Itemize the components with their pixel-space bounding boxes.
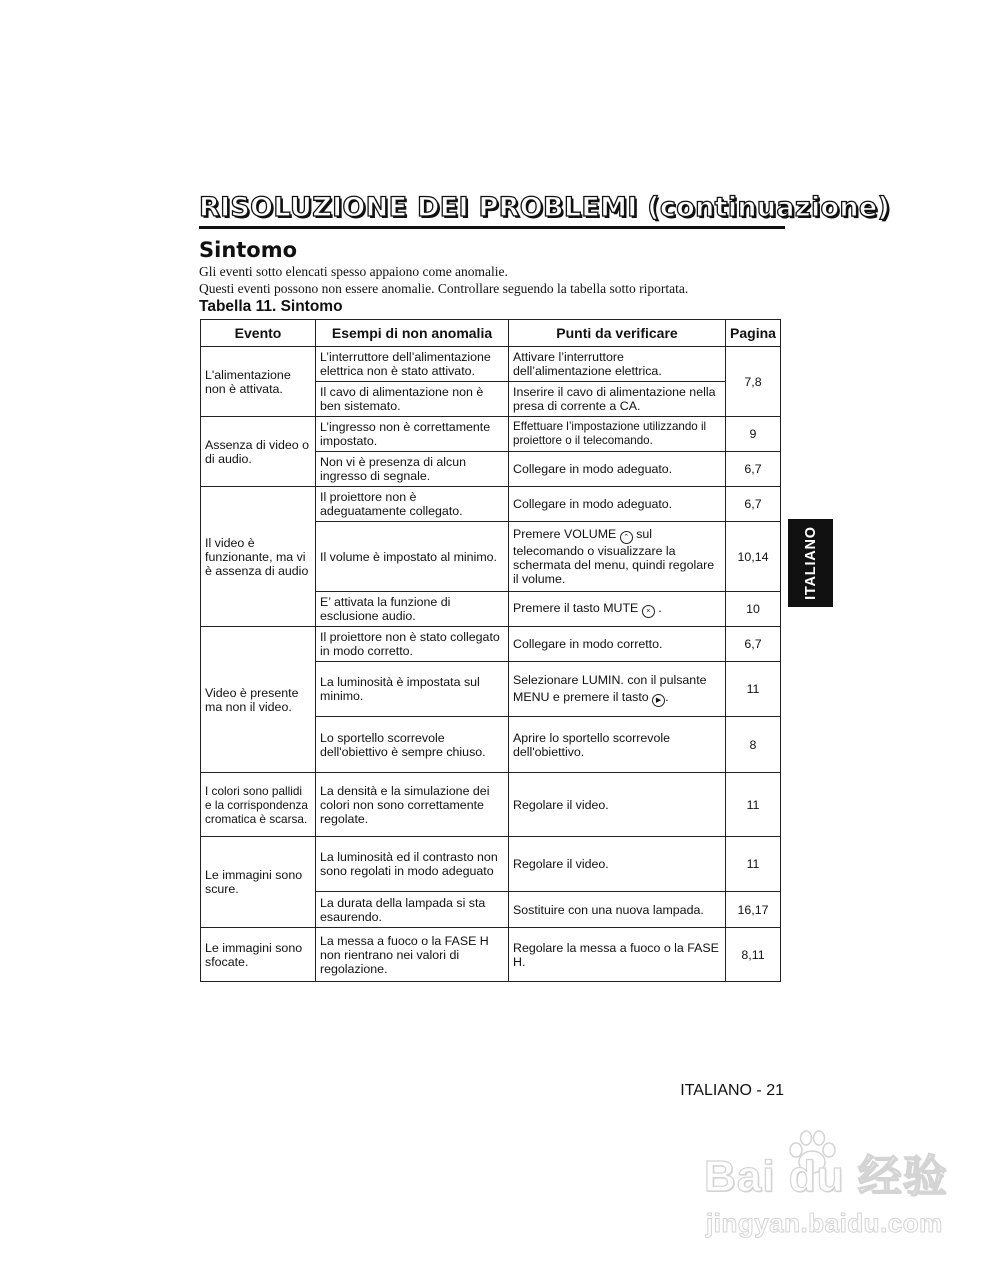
table-row xyxy=(201,627,781,662)
cell-punti: Regolare il video. xyxy=(509,773,726,837)
cell-esempio: La durata della lampada si sta esaurendo. xyxy=(316,892,509,928)
cell-punti: Regolare il video. xyxy=(509,837,726,892)
cell-evento: Le immagini sono scure. xyxy=(201,837,316,928)
intro-line-2: Questi eventi possono non essere anomalie. Controllare seguendo la tabella sotto riportata. xyxy=(199,281,689,296)
cell-pagina: 10 xyxy=(726,592,781,627)
page-number: ITALIANO - 21 xyxy=(680,1082,784,1099)
cell-pagina: 8,11 xyxy=(726,928,781,982)
cell-evento: Le immagini sono sfocate. xyxy=(201,928,316,982)
cell-pagina: 7,8 xyxy=(726,347,781,417)
cell-evento: L'alimentazione non è attivata. xyxy=(201,347,316,417)
cell-pagina: 10,14 xyxy=(726,522,781,592)
watermark-logo: Bai du 经验 xyxy=(704,1152,948,1201)
cell-esempio: La luminosità è impostata sul minimo. xyxy=(316,662,509,717)
header-esempi: Esempi di non anomalia xyxy=(316,320,509,347)
cell-punti: Attivare l’interruttore dell’alimentazione elettrica. xyxy=(509,347,726,382)
cell-pagina: 11 xyxy=(726,773,781,837)
cell-esempio: E’ attivata la funzione di esclusione audio. xyxy=(316,592,509,627)
volume-up-icon: ⌃ xyxy=(620,531,633,544)
table-row xyxy=(201,928,781,982)
cell-pagina: 6,7 xyxy=(726,487,781,522)
cell-esempio: La luminosità ed il contrasto non sono regolati in modo adeguato xyxy=(316,837,509,892)
cell-esempio: Non vi è presenza di alcun ingresso di segnale. xyxy=(316,452,509,487)
cell-pagina: 9 xyxy=(726,417,781,452)
table-row xyxy=(201,417,781,452)
cell-evento: Il video è funzionante, ma vi è assenza di audio xyxy=(201,487,316,627)
intro-line-1: Gli eventi sotto elencati spesso appaiono come anomalie. xyxy=(199,264,508,279)
cell-evento: Assenza di video o di audio. xyxy=(201,417,316,487)
table-caption: Tabella 11. Sintomo xyxy=(199,298,343,315)
header-evento: Evento xyxy=(201,320,316,347)
section-heading: Sintomo xyxy=(199,238,298,262)
punti-text-post: . xyxy=(658,600,662,615)
punti-text-post: sul telecomando o visualizzare la schermata del menu, quindi regolare il volume. xyxy=(513,527,715,586)
table-row xyxy=(201,837,781,892)
cell-pagina: 11 xyxy=(726,662,781,717)
cell-esempio: Lo sportello scorrevole dell'obiettivo è sempre chiuso. xyxy=(316,717,509,773)
cell-esempio: Il proiettore non è adeguatamente collegato. xyxy=(316,487,509,522)
cell-punti xyxy=(509,592,726,627)
cell-punti xyxy=(509,522,726,592)
cell-esempio: Il proiettore non è stato collegato in modo corretto. xyxy=(316,627,509,662)
title-rule xyxy=(199,226,785,229)
punti-text-pre: Premere VOLUME xyxy=(513,527,617,541)
language-side-tab xyxy=(788,519,833,607)
cell-evento: I colori sono pallidi e la corrispondenza cromatica è scarsa. xyxy=(201,773,316,837)
side-tab-label: ITALIANO xyxy=(802,526,819,600)
punti-text-post: . xyxy=(665,689,669,704)
table-row xyxy=(201,773,781,837)
cell-esempio: Il cavo di alimentazione non è ben sistemato. xyxy=(316,382,509,417)
watermark-url: jingyan.baidu.com xyxy=(706,1208,943,1238)
cell-punti: Effettuare l’impostazione utilizzando il proiettore o il telecomando. xyxy=(509,417,726,452)
cell-evento: Video è presente ma non il video. xyxy=(201,627,316,773)
cell-pagina: 6,7 xyxy=(726,452,781,487)
cell-punti: Regolare la messa a fuoco o la FASE H. xyxy=(509,928,726,982)
cell-esempio: L’ingresso non è correttamente impostato. xyxy=(316,417,509,452)
cell-esempio: La messa a fuoco o la FASE H non rientrano nei valori di regolazione. xyxy=(316,928,509,982)
cell-esempio: L’interruttore dell’alimentazione elettrica non è stato attivato. xyxy=(316,347,509,382)
table-row xyxy=(201,347,781,382)
cell-punti: Inserire il cavo di alimentazione nella presa di corrente a CA. xyxy=(509,382,726,417)
table-header-row xyxy=(201,320,781,347)
cell-pagina: 11 xyxy=(726,837,781,892)
cell-pagina: 6,7 xyxy=(726,627,781,662)
cell-pagina: 8 xyxy=(726,717,781,773)
cell-punti: Collegare in modo adeguato. xyxy=(509,452,726,487)
right-arrow-icon: ▶ xyxy=(652,694,665,707)
punti-text-pre: Premere il tasto MUTE xyxy=(513,600,639,615)
cell-punti: Collegare in modo corretto. xyxy=(509,627,726,662)
watermark xyxy=(694,1128,948,1248)
cell-punti: Collegare in modo adeguato. xyxy=(509,487,726,522)
cell-punti xyxy=(509,662,726,717)
mute-icon: × xyxy=(642,605,655,618)
punti-text-pre: Selezionare LUMIN. con il pulsante MENU e premere il tasto xyxy=(513,672,707,704)
intro-text xyxy=(199,263,799,297)
cell-esempio: Il volume è impostato al minimo. xyxy=(316,522,509,592)
page-title: RISOLUZIONE DEI PROBLEMI (continuazione) xyxy=(199,192,891,223)
table-row xyxy=(201,487,781,522)
symptom-table xyxy=(200,319,781,982)
cell-esempio: La densità e la simulazione dei colori non sono correttamente regolate. xyxy=(316,773,509,837)
cell-punti: Sostituire con una nuova lampada. xyxy=(509,892,726,928)
header-pagina: Pagina xyxy=(726,320,781,347)
cell-pagina: 16,17 xyxy=(726,892,781,928)
cell-punti: Aprire lo sportello scorrevole dell'obiettivo. xyxy=(509,717,726,773)
header-punti: Punti da verificare xyxy=(509,320,726,347)
